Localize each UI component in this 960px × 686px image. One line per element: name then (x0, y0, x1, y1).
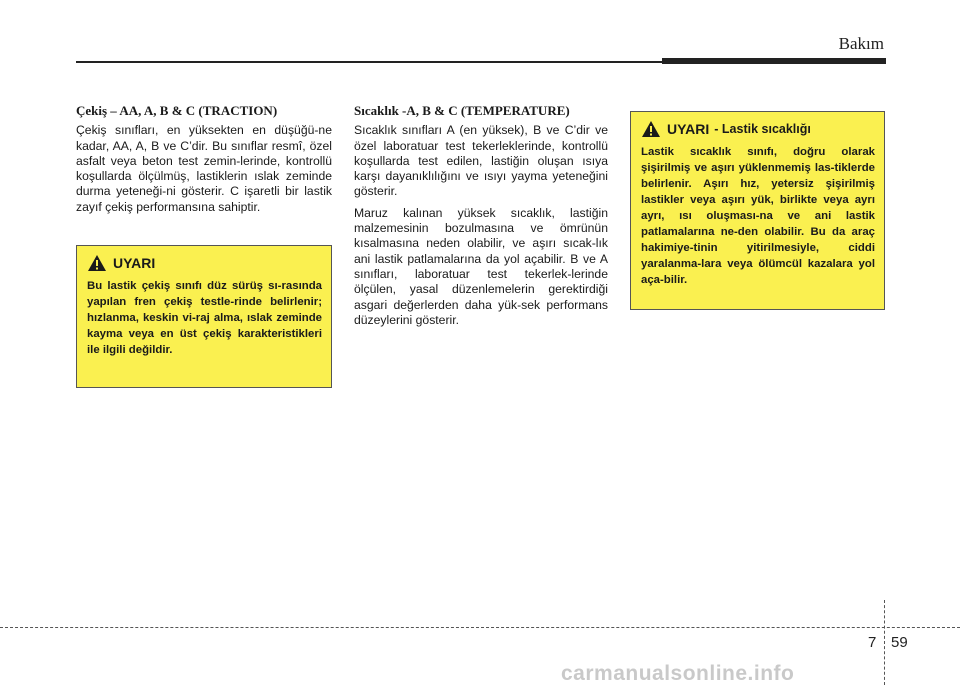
footer-dashed-separator (884, 600, 885, 685)
traction-warning-box (76, 245, 332, 388)
temperature-paragraph-2: Maruz kalınan yüksek sıcaklık, lastiğin malzemesinin bozulmasına ve ömrünün kısalmasına neden olabilir, ve aşırı sıcak-lık ani lastik patlamalarına da yol açabilir. B ve A sınıfları, laboratuar test tekerlek-lerinde ölçülen, yasal düzenlemelerin gerektirdiği asgari değerlerden daha yük-sek performans düzeylerini gösterir. (354, 205, 608, 327)
temperature-section (354, 103, 608, 334)
tire-temperature-warning-box (630, 111, 885, 310)
warning-title: UYARI (113, 255, 156, 271)
page-header-title: Bakım (838, 34, 884, 53)
warning-title-row (641, 120, 875, 138)
page-number: 59 (891, 634, 908, 651)
traction-section (76, 103, 332, 221)
warning-triangle-icon (641, 120, 661, 138)
warning-title: UYARI (667, 121, 710, 137)
warning-subtitle: - Lastik sıcaklığı (714, 122, 811, 136)
header-rule-thin (76, 61, 662, 63)
traction-paragraph: Çekiş sınıfları, en yüksekten en düşüğü-ne kadar, AA, A, B ve C’dir. Bu sınıflar resmî, özel asfalt veya beton test zemin-lerinde, kontrollü koşullarda ölçülmüş, lastiklerin ıslak zeminde durma yeteneği-ni gösterir. C işaretli bir lastik zayıf çekiş performansına sahiptir. (76, 123, 332, 214)
temperature-paragraph-1: Sıcaklık sınıfları A (en yüksek), B ve C’dir ve özel laboratuar test tekerleklerinde, kontrollü koşullarda test edilen, lastiğin oluşan ısıya karşı dayanıklılığını ve ısıyı yayma yeteneğini gösterir. (354, 123, 608, 199)
temperature-heading: Sıcaklık -A, B & C (TEMPERATURE) (354, 103, 570, 118)
warning-body: Bu lastik çekiş sınıfı düz sürüş sı-rasında yapılan fren çekiş testle-rinde belirlenir; hızlanma, keskin vi-raj alma, ıslak zeminde kayma veya en üst çekiş karakteristikleri ile ilgili değildir. (87, 280, 322, 356)
traction-heading: Çekiş – AA, A, B & C (TRACTION) (76, 103, 278, 118)
watermark: carmanualsonline.info (561, 662, 795, 685)
warning-title-row (87, 254, 322, 272)
warning-body: Lastik sıcaklık sınıfı, doğru olarak şişirilmiş ve aşırı yüklenmemiş las-tiklerde belirlenir. Aşırı hız, yetersiz şişirilmiş lastikler veya aşırı yük, birlikte veya ayrı ayrı, ısı oluşması-na ve ani lastik patlamalarına ne-den olabilir. Bu da araç hakimiye-tinin yitirilmesiyle, ciddi yaralanma-lara veya ölümcül kazalara yol aça-bilir. (641, 146, 875, 286)
footer-dashed-rule (0, 627, 960, 628)
warning-triangle-icon (87, 254, 107, 272)
header-rule-thick (662, 58, 886, 64)
chapter-number: 7 (868, 634, 877, 651)
